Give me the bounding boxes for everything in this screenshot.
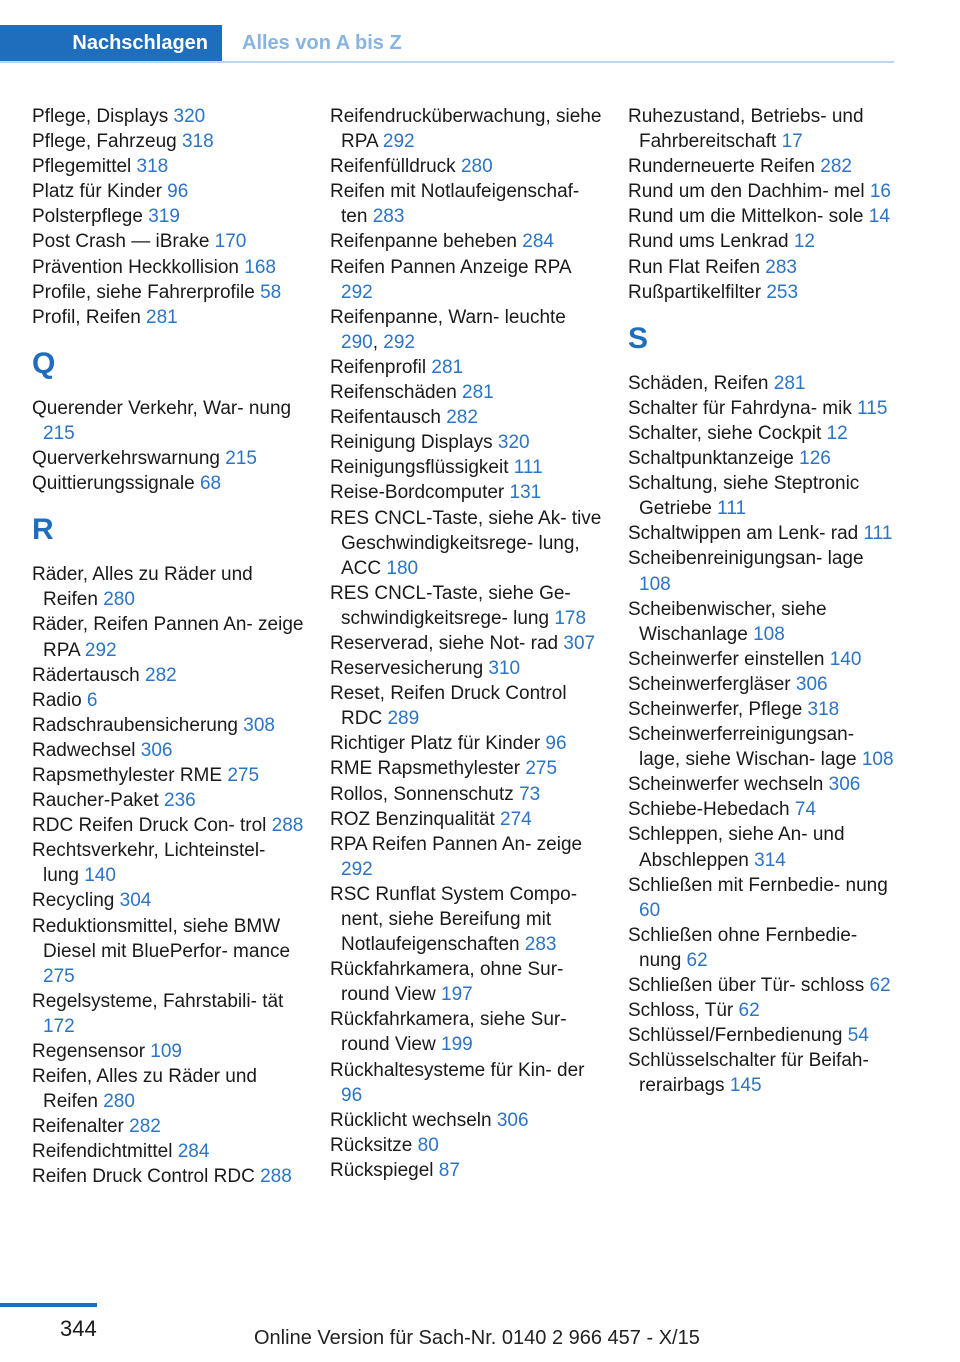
index-entry	[32, 396, 304, 446]
index-entry-term: Radwechsel	[32, 739, 141, 761]
index-entry	[32, 1064, 304, 1114]
index-entry-term: Reset, Reifen Druck Control RDC	[330, 683, 567, 730]
page-ref-link[interactable]: 274	[500, 808, 532, 830]
page-ref-link[interactable]: 12	[826, 422, 848, 444]
index-entry-term: Regensensor	[32, 1041, 151, 1062]
index-entry-term: Pflege, Fahrzeug	[32, 131, 182, 153]
index-entry	[330, 355, 602, 380]
index-entry	[330, 179, 602, 229]
index-entry	[330, 731, 602, 756]
page-ref-link[interactable]: 178	[554, 607, 587, 629]
index-entry	[330, 882, 602, 957]
page-ref-link[interactable]: 281	[146, 306, 178, 328]
page-ref-link[interactable]: 292	[341, 858, 373, 880]
page-ref-link[interactable]: 282	[145, 664, 177, 686]
index-entry	[628, 923, 900, 973]
index-entry-term: Reifenalter	[32, 1116, 130, 1138]
page-ref-link[interactable]: 320	[497, 432, 530, 454]
page-ref-link[interactable]: 14	[868, 206, 890, 228]
index-entry-term: Pflege, Displays	[32, 106, 174, 127]
index-letter-heading: S	[628, 321, 649, 355]
index-entry	[32, 1039, 304, 1064]
index-entry	[330, 305, 602, 355]
index-entry	[628, 772, 900, 797]
page-ref-link[interactable]: 282	[446, 407, 478, 429]
index-entry-term: Rechtsverkehr, Lichteinstel‐ lung	[32, 840, 266, 887]
index-entry-term: Reifenschäden	[330, 382, 463, 404]
page-ref-separator: ,	[372, 331, 384, 353]
page-ref-link[interactable]: 318	[181, 131, 214, 153]
index-entry	[628, 973, 900, 998]
index-entry-term: Platz für Kinder	[32, 181, 168, 203]
index-entry-term: Scheibenreinigungsan‐ lage	[628, 548, 864, 570]
page-ref-link[interactable]: 68	[199, 473, 222, 495]
index-entry	[628, 873, 900, 923]
index-entry	[32, 989, 304, 1039]
index-entry-term: Reifen mit Notlaufeigenschaf‐ ten	[330, 181, 580, 228]
page-ref-link[interactable]: 306	[828, 774, 861, 796]
index-entry	[330, 957, 602, 1007]
page-ref-link[interactable]: 6	[86, 689, 98, 711]
page-ref-link[interactable]: 87	[438, 1159, 460, 1181]
tab-nachschlagen[interactable]	[0, 25, 222, 61]
index-entry-term: Polsterpflege	[32, 206, 149, 228]
page-ref-link[interactable]: 292	[84, 639, 117, 661]
page-ref-link[interactable]: 96	[545, 733, 567, 755]
page-ref-link[interactable]: 314	[754, 849, 786, 871]
index-entry-term: Reduktionsmittel, siehe BMW Diesel mit BluePerfor‐ mance	[32, 915, 291, 962]
index-entry-term: Schlüsselschalter für Beifah‐ rerairbags	[628, 1050, 869, 1097]
index-entry	[32, 446, 304, 471]
footer-text: Online Version für Sach-Nr. 0140 2 966 457 - X/15	[254, 1327, 700, 1349]
index-entry	[330, 756, 602, 781]
index-entry-term: Reifenpanne beheben	[330, 231, 523, 253]
index-entry-term: Runderneuerte Reifen	[628, 156, 821, 178]
index-entry	[330, 1007, 602, 1057]
index-entry	[32, 129, 304, 154]
index-entry	[628, 1048, 900, 1098]
index-entry	[628, 697, 900, 722]
index-entry	[628, 672, 900, 697]
page-ref-link[interactable]: 283	[524, 934, 557, 956]
index-entry	[32, 688, 304, 713]
index-entry	[32, 562, 304, 612]
index-column-3	[628, 104, 900, 1098]
index-entry	[628, 255, 900, 280]
index-entry-term: Recycling	[32, 890, 120, 912]
index-entry-term: Schiebe-Hebedach	[628, 799, 795, 821]
page-ref-link[interactable]: 111	[863, 523, 893, 545]
index-entry	[628, 647, 900, 672]
index-entry-term: Schlüssel/Fernbedienung	[628, 1025, 848, 1047]
page-ref-link[interactable]: 281	[431, 356, 464, 378]
page-header	[0, 25, 894, 63]
index-entry	[330, 832, 602, 882]
index-entry-term: Post Crash — iBrake	[32, 231, 215, 253]
page-ref-link[interactable]: 62	[738, 1000, 760, 1022]
page-ref-link[interactable]: 58	[260, 281, 282, 303]
page-ref-link[interactable]: 318	[136, 156, 169, 178]
index-entry-term: Reservesicherung	[330, 658, 489, 680]
page-ref-link[interactable]: 319	[148, 206, 180, 228]
page-ref-link[interactable]: 290	[341, 331, 373, 353]
page-ref-link[interactable]: 292	[383, 331, 415, 353]
index-entry	[628, 371, 900, 396]
index-entry	[32, 255, 304, 280]
index-entry-term: Pflegemittel	[32, 156, 137, 178]
index-entry	[628, 546, 900, 596]
index-entry	[330, 631, 602, 656]
page-ref-link[interactable]: 108	[639, 573, 671, 595]
page-ref-link[interactable]: 60	[639, 899, 661, 921]
page-ref-link[interactable]: 80	[417, 1134, 439, 1156]
index-entry	[32, 179, 304, 204]
index-entry	[628, 797, 900, 822]
index-entry-term: Quittierungssignale	[32, 473, 200, 495]
page-ref-link[interactable]: 284	[522, 231, 554, 253]
index-entry-term: Rückfahrkamera, siehe Sur‐ round View	[330, 1009, 567, 1056]
page-ref-link[interactable]: 96	[341, 1084, 363, 1106]
page-ref-link[interactable]: 280	[103, 589, 135, 611]
index-entry-term: Reise-Bordcomputer	[330, 482, 510, 504]
index-entry-term: Scheinwerfergläser	[628, 673, 796, 695]
index-entry-term: RDC Reifen Druck Con‐ trol	[32, 815, 272, 837]
index-entry-term: Schleppen, siehe An- und Abschleppen	[628, 824, 845, 871]
index-entry	[32, 1139, 304, 1164]
index-entry	[32, 204, 304, 229]
index-entry	[628, 229, 900, 254]
index-entry	[628, 471, 900, 521]
page-ref-link[interactable]: 131	[509, 482, 542, 504]
page-ref-link[interactable]: 288	[271, 815, 304, 837]
index-entry	[628, 280, 900, 305]
index-entry-term: Schalter für Fahrdyna‐ mik	[628, 397, 858, 419]
page-ref-link[interactable]: 74	[794, 799, 817, 821]
page-ref-link[interactable]: 16	[869, 181, 891, 203]
index-entry-term: Räder, Alles zu Räder und Reifen	[32, 564, 253, 611]
page-ref-link[interactable]: 168	[244, 256, 276, 278]
index-entry	[330, 1108, 602, 1133]
index-entry-term: Profil, Reifen	[32, 306, 147, 328]
index-entry	[628, 998, 900, 1023]
index-entry-term: Radio	[32, 689, 87, 711]
index-entry-term: Reifenfülldruck	[330, 156, 461, 178]
tab-alles-von-a-bis-z[interactable]	[242, 25, 402, 61]
index-entry-term: Reifentausch	[330, 407, 447, 429]
page-ref-link[interactable]: 140	[829, 648, 862, 670]
index-entry	[32, 838, 304, 888]
page-ref-link[interactable]: 17	[781, 131, 803, 153]
page-ref-link[interactable]: 108	[861, 749, 894, 771]
index-entry	[330, 656, 602, 681]
page-ref-link[interactable]: 170	[214, 231, 247, 253]
index-entry	[32, 1114, 304, 1139]
index-entry-term: RME Rapsmethylester	[330, 758, 526, 780]
index-entry-term: Scheibenwischer, siehe Wischanlage	[628, 598, 827, 645]
page-number-bar	[0, 1303, 97, 1307]
index-entry-term: Rückhaltesysteme für Kin‐ der	[330, 1059, 585, 1081]
index-entry-term: Scheinwerfer, Pflege	[628, 698, 808, 720]
page-ref-link[interactable]: 292	[382, 131, 415, 153]
index-entry-term: Rückfahrkamera, ohne Sur‐ round View	[330, 959, 564, 1006]
index-entry	[330, 1058, 602, 1108]
index-entry	[32, 229, 304, 254]
page-ref-link[interactable]: 281	[773, 372, 806, 394]
page-ref-link[interactable]: 307	[563, 632, 596, 654]
page-ref-link[interactable]: 73	[519, 783, 541, 805]
index-entry	[32, 813, 304, 838]
index-entry	[32, 154, 304, 179]
index-entry	[32, 612, 304, 662]
page-ref-link[interactable]: 281	[462, 382, 494, 404]
index-entry	[628, 822, 900, 872]
index-entry-term: Rücksitze	[330, 1134, 418, 1156]
index-entry	[32, 280, 304, 305]
index-entry-term: Reinigung Displays	[330, 432, 498, 454]
page-ref-link[interactable]: 215	[225, 448, 257, 470]
page-ref-link[interactable]: 292	[341, 281, 373, 303]
index-entry	[628, 179, 900, 204]
page-ref-link[interactable]: 145	[729, 1075, 762, 1097]
index-entry-term: Scheinwerfer einstellen	[628, 648, 830, 670]
index-entry	[330, 1133, 602, 1158]
page-ref-link[interactable]: 62	[686, 949, 708, 971]
index-entry-term: Rapsmethylester RME	[32, 764, 228, 786]
page-ref-link[interactable]: 96	[167, 181, 189, 203]
page-ref-link[interactable]: 310	[488, 658, 521, 680]
index-entry	[32, 713, 304, 738]
index-entry-term: Radschraubensicherung	[32, 714, 244, 736]
index-entry-term: Prävention Heckkollision	[32, 256, 245, 278]
page-ref-link[interactable]: 282	[820, 156, 852, 178]
index-entry	[32, 888, 304, 913]
page-ref-link[interactable]: 304	[119, 890, 152, 912]
index-entry	[628, 154, 900, 179]
index-entry-term: Reifen, Alles zu Räder und Reifen	[32, 1066, 257, 1113]
index-entry	[330, 782, 602, 807]
index-entry	[32, 104, 304, 129]
page-ref-link[interactable]: 111	[717, 498, 747, 520]
index-entry	[32, 738, 304, 763]
index-entry-term: Rücklicht wechseln	[330, 1109, 497, 1131]
index-entry-term: Schaltung, siehe Steptronic Getriebe	[628, 473, 860, 520]
page-ref-link[interactable]: 172	[43, 1015, 75, 1037]
index-entry-term: Profile, siehe Fahrerprofile	[32, 281, 261, 303]
page-ref-link[interactable]: 126	[799, 448, 831, 470]
index-entry	[330, 405, 602, 430]
index-entry-term: Scheinwerferreinigungsan‐ lage, siehe Wischan‐ lage	[628, 724, 862, 771]
index-entry-term: Schließen mit Fernbedie‐ nung	[628, 874, 888, 896]
index-entry-term: Schaltwippen am Lenk‐ rad	[628, 523, 864, 545]
page-ref-link[interactable]: 215	[43, 422, 75, 444]
index-entry	[330, 255, 602, 305]
page-ref-link[interactable]: 283	[765, 256, 797, 278]
index-entry-term: Schaltpunktanzeige	[628, 448, 800, 470]
index-entry-term: Run Flat Reifen	[628, 256, 766, 278]
index-entry	[628, 204, 900, 229]
tab-nachschlagen-label: Nachschlagen	[72, 31, 208, 54]
page-ref-link[interactable]: 108	[753, 623, 785, 645]
index-entry-term: Rädertausch	[32, 664, 146, 686]
page-ref-link[interactable]: 111	[513, 457, 543, 479]
index-column-2	[330, 104, 602, 1183]
page-ref-link[interactable]: 280	[460, 156, 493, 178]
index-entry-term: RPA Reifen Pannen An‐ zeige	[330, 833, 583, 855]
index-entry-term: ROZ Benzinqualität	[330, 808, 501, 830]
index-entry-term: Scheinwerfer wechseln	[628, 774, 829, 796]
page-ref-link[interactable]: 282	[129, 1116, 161, 1138]
index-entry	[32, 788, 304, 813]
index-entry	[330, 455, 602, 480]
index-entry	[330, 581, 602, 631]
index-entry	[32, 763, 304, 788]
index-entry	[32, 305, 304, 330]
page-ref-link[interactable]: 275	[227, 764, 260, 786]
page-ref-link[interactable]: 54	[847, 1025, 869, 1047]
page-ref-link[interactable]: 236	[164, 790, 196, 812]
index-entry-term: Schließen über Tür‐ schloss	[628, 975, 870, 996]
index-entry	[32, 914, 304, 989]
index-letter-heading: Q	[32, 346, 56, 380]
index-entry-term: Regelsysteme, Fahrstabili‐ tät	[32, 990, 284, 1012]
index-entry	[330, 1158, 602, 1183]
page-ref-link[interactable]: 62	[869, 975, 891, 996]
page-ref-link[interactable]: 109	[150, 1041, 182, 1062]
page-ref-link[interactable]: 306	[140, 739, 173, 761]
page-ref-link[interactable]: 318	[807, 698, 840, 720]
index-entry	[330, 807, 602, 832]
index-entry-term: Rußpartikelfilter	[628, 281, 767, 303]
page-ref-link[interactable]: 275	[43, 965, 75, 987]
index-entry	[330, 154, 602, 179]
index-entry-term: Rund um die Mittelkon‐ sole	[628, 206, 869, 228]
index-letter-heading: R	[32, 513, 54, 547]
index-entry-term: RSC Runflat System Compo‐ nent, siehe Bereifung mit Notlaufeigenschaften	[330, 883, 578, 956]
index-entry-term: RES CNCL-Taste, siehe Ak‐ tive Geschwindigkeitsrege‐ lung, ACC	[330, 507, 602, 579]
index-entry-term: Reifen Pannen Anzeige RPA	[330, 256, 571, 278]
page-ref-link[interactable]: 253	[766, 281, 799, 303]
page-ref-link[interactable]: 308	[243, 714, 275, 736]
page-ref-link[interactable]: 12	[793, 231, 815, 253]
page-ref-link[interactable]: 288	[260, 1166, 292, 1188]
index-entry	[628, 104, 900, 154]
index-entry	[330, 430, 602, 455]
index-entry-term: RES CNCL-Taste, siehe Ge‐ schwindigkeitsrege‐ lung	[330, 582, 571, 629]
index-entry-term: Rückspiegel	[330, 1159, 439, 1181]
index-entry-term: Querender Verkehr, War‐ nung	[32, 397, 292, 419]
index-entry	[330, 681, 602, 731]
index-entry-term: Querverkehrswarnung	[32, 448, 226, 470]
index-entry	[32, 471, 304, 496]
index-column-1	[32, 104, 304, 1190]
page-ref-link[interactable]: 306	[496, 1109, 529, 1131]
index-entry	[330, 480, 602, 505]
index-entry-term: Schäden, Reifen	[628, 372, 774, 394]
page-ref-link[interactable]: 180	[386, 557, 419, 579]
index-entry-term: Reinigungsflüssigkeit	[330, 457, 514, 479]
page-ref-link[interactable]: 280	[103, 1091, 135, 1113]
index-entry	[628, 521, 900, 546]
index-entry-term: Reifendichtmittel	[32, 1141, 178, 1163]
tab-alles-von-a-bis-z-label: Alles von A bis Z	[242, 31, 402, 54]
index-entry-term: Reifenprofil	[330, 356, 432, 378]
page-ref-link[interactable]: 115	[857, 397, 888, 419]
index-entry-term: Schloss, Tür	[628, 1000, 739, 1022]
page-ref-link[interactable]: 306	[795, 673, 828, 695]
index-entry-term: Reifen Druck Control RDC	[32, 1166, 261, 1188]
index-entry	[628, 1023, 900, 1048]
index-entry-term: Reifendrucküberwachung, siehe RPA	[330, 106, 602, 153]
index-entry-term: Ruhezustand, Betriebs- und Fahrbereitschaft	[628, 106, 864, 153]
page-number: 344	[60, 1316, 97, 1341]
index-entry	[628, 396, 900, 421]
index-entry-term: Schalter, siehe Cockpit	[628, 422, 827, 444]
index-entry	[628, 722, 900, 772]
index-entry-term: Rollos, Sonnenschutz	[330, 783, 520, 805]
index-entry	[32, 1164, 304, 1189]
page-ref-link[interactable]: 289	[387, 708, 420, 730]
page-ref-link[interactable]: 275	[525, 758, 558, 780]
index-entry	[32, 663, 304, 688]
index-entry	[628, 597, 900, 647]
page-ref-link[interactable]: 140	[84, 865, 116, 887]
index-entry-term: Reserverad, siehe Not‐ rad	[330, 632, 564, 654]
page-ref-link[interactable]: 320	[173, 106, 206, 127]
index-entry-term: Schließen ohne Fernbedie‐ nung	[628, 924, 858, 971]
index-entry-term: Rund ums Lenkrad	[628, 231, 794, 253]
index-entry-term: Raucher-Paket	[32, 790, 165, 812]
index-entry	[330, 104, 602, 154]
index-entry-term: Rund um den Dachhim‐ mel	[628, 181, 870, 203]
index-entry	[330, 506, 602, 581]
index-entry-term: Räder, Reifen Pannen An‐ zeige RPA	[32, 614, 304, 661]
page-ref-link[interactable]: 199	[441, 1034, 473, 1056]
page-ref-link[interactable]: 284	[177, 1141, 210, 1163]
index-entry	[628, 421, 900, 446]
index-entry	[330, 229, 602, 254]
page-ref-link[interactable]: 197	[441, 984, 473, 1006]
page-ref-link[interactable]: 283	[372, 206, 405, 228]
index-entry	[628, 446, 900, 471]
index-entry	[330, 380, 602, 405]
index-entry-term: Richtiger Platz für Kinder	[330, 733, 546, 755]
index-entry-term: Reifenpanne, Warn‐ leuchte	[330, 306, 566, 328]
